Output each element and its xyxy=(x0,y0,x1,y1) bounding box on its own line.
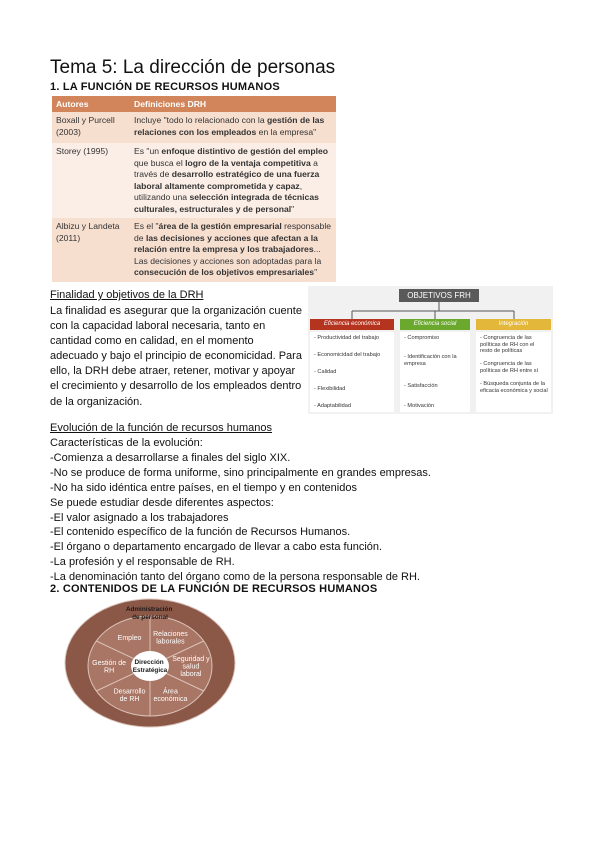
definition-text: responsable de xyxy=(134,221,332,243)
author-cell: Albizu y Landeta (2011) xyxy=(52,218,130,282)
definition-emphasis: gestión de las relaciones con los empleados xyxy=(134,115,325,137)
definition-cell xyxy=(130,218,336,282)
segment-label-line: RH xyxy=(104,667,115,675)
definition-cell xyxy=(130,143,336,218)
objective-item: - Productividad del trabajo xyxy=(314,335,379,341)
objective-column-integration xyxy=(476,332,551,412)
definition-emphasis: las decisiones y acciones que afectan a la relación entre la empresa y los trabajadores xyxy=(134,232,318,254)
text-line: -No se produce de forma uniforme, sino principalmente en grandes empresas. xyxy=(50,466,431,479)
column-header-authors: Autores xyxy=(52,96,130,112)
segment-label-line: Empleo xyxy=(117,634,142,642)
definition-emphasis: consecución de los objetivos empresariales xyxy=(134,267,315,277)
definition-text: en la empresa" xyxy=(256,126,317,137)
objective-item: - Congruencia de las políticas de RH entre sí xyxy=(480,361,539,374)
text-line: Características de la evolución: xyxy=(50,437,203,449)
segment-label-line: de RH xyxy=(119,695,140,703)
definition-text: Incluye "todo lo relacionado con la xyxy=(134,115,267,125)
objective-column-social xyxy=(400,332,470,412)
segment-label xyxy=(118,635,142,642)
text-line: -El órgano o departamento encargado de llevar a cabo esta función. xyxy=(50,541,383,554)
segment-label-line: laboral xyxy=(180,671,202,678)
table-row xyxy=(52,143,336,218)
table-row xyxy=(52,112,336,143)
author-cell: Boxall y Purcell (2003) xyxy=(52,112,130,143)
center-label xyxy=(133,659,168,674)
segment-label-line: laborales xyxy=(156,638,185,646)
table-header-row xyxy=(52,96,336,112)
segment-label-line: Gestión de xyxy=(92,659,127,667)
objective-header-economic: Eficiencia económica xyxy=(310,319,394,330)
objective-item: - Búsqueda conjunta de la eficacia económica y social xyxy=(480,381,548,394)
objective-item: - Compromiso xyxy=(404,335,440,341)
segment-label-line: salud xyxy=(182,663,200,671)
definition-text: " xyxy=(314,267,318,277)
objective-column-economic xyxy=(310,332,394,412)
definition-text: , utilizando una xyxy=(134,180,303,202)
center-circle xyxy=(131,651,169,681)
text-line: -La denominación tanto del órgano como de la persona responsable de RH. xyxy=(50,571,420,584)
objective-header-integration: Integración xyxy=(476,319,551,330)
center-label-line: Estratégica xyxy=(132,667,168,674)
objective-item: - Motivación xyxy=(404,403,435,409)
rh-functions-svg xyxy=(64,598,236,728)
authors-definitions-table xyxy=(52,96,336,282)
definition-text: Es el " xyxy=(134,221,159,231)
objective-item: - Satisfacción xyxy=(404,383,438,389)
objective-item: - Flexibilidad xyxy=(314,386,346,392)
page-title: Tema 5: La dirección de personas xyxy=(50,57,336,78)
objective-item: - Congruencia de las políticas de RH con el resto de políticas xyxy=(480,335,535,354)
definition-text: " xyxy=(291,203,295,214)
definition-text: que busca el xyxy=(134,157,186,168)
objective-header-social: Eficiencia social xyxy=(400,319,470,330)
segment-label-line: económica xyxy=(153,695,188,703)
segment-label-line: Desarrollo xyxy=(113,688,146,696)
section-heading-1: 1. LA FUNCIÓN DE RECURSOS HUMANOS xyxy=(50,81,280,93)
definition-emphasis: enfoque distintivo de gestión del empleo xyxy=(161,146,329,156)
definition-text: Es "un xyxy=(134,146,162,156)
text-line: -El contenido específico de la función de Recursos Humanos. xyxy=(50,526,351,539)
author-cell: Storey (1995) xyxy=(52,143,130,218)
text-line: -La profesión y el responsable de RH. xyxy=(50,556,235,569)
objective-item: - Identificación con la empresa xyxy=(404,354,457,367)
evolucion-heading: Evolución de la función de recursos humanos xyxy=(50,422,272,434)
segment-label-line: Área xyxy=(163,688,178,696)
finalidad-heading: Finalidad y objetivos de la DRH xyxy=(50,289,204,301)
center-label-line: Dirección xyxy=(134,659,164,666)
finalidad-paragraph: La finalidad es asegurar que la organización cuente con la capacidad laboral necesaria, tanto en cantidad como en calidad, en el momento adecuado y bajo el principio de economicidad. Para ello, la DRH debe atraer, retener, motivar y apoyar el crecimiento y desarrollo de los empleados dentro de la organización. xyxy=(50,305,302,408)
objectives-diagram xyxy=(308,286,553,414)
table-row xyxy=(52,218,336,282)
objective-item: - Adaptabilidad xyxy=(314,403,352,409)
definition-emphasis: selección integrada de técnicas culturales, estructurales y de personal xyxy=(134,192,319,214)
text-line: Se puede estudiar desde diferentes aspectos: xyxy=(50,496,274,509)
objective-item: - Economicidad del trabajo xyxy=(314,352,381,358)
definition-text: a través de xyxy=(134,157,318,179)
segment-label xyxy=(153,631,188,646)
evolucion-text xyxy=(50,436,570,585)
definition-emphasis: logro de la ventaja competitiva xyxy=(185,157,311,168)
section-heading-2: 2. CONTENIDOS DE LA FUNCIÓN DE RECURSOS HUMANOS xyxy=(50,583,378,595)
definition-text: ... Las decisiones y acciones son adoptadas para la xyxy=(134,244,322,266)
text-line: -No ha sido idéntica entre países, en el tiempo y en contenidos xyxy=(50,481,357,494)
text-line: -El valor asignado a los trabajadores xyxy=(50,511,229,524)
outer-ring-label-line: Administración xyxy=(125,606,173,613)
rh-functions-diagram xyxy=(64,598,236,728)
segment-label-line: Relaciones xyxy=(153,631,188,639)
outer-ring-label xyxy=(126,606,174,621)
objective-item: - Calidad xyxy=(314,369,337,375)
column-header-definitions: Definiciones DRH xyxy=(130,96,336,112)
objectives-title: OBJETIVOS FRH xyxy=(399,289,479,302)
definition-emphasis: área de la gestión empresarial xyxy=(158,221,282,231)
text-line: -Comienza a desarrollarse a finales del siglo XIX. xyxy=(50,451,291,464)
outer-ring-label-line: de personal xyxy=(132,614,168,621)
definition-emphasis: desarrollo estratégico de una fuerza laboral altamente comprometida y capaz xyxy=(134,169,320,191)
definition-cell xyxy=(130,112,336,143)
segment-label-line: Seguridad y xyxy=(172,656,210,663)
